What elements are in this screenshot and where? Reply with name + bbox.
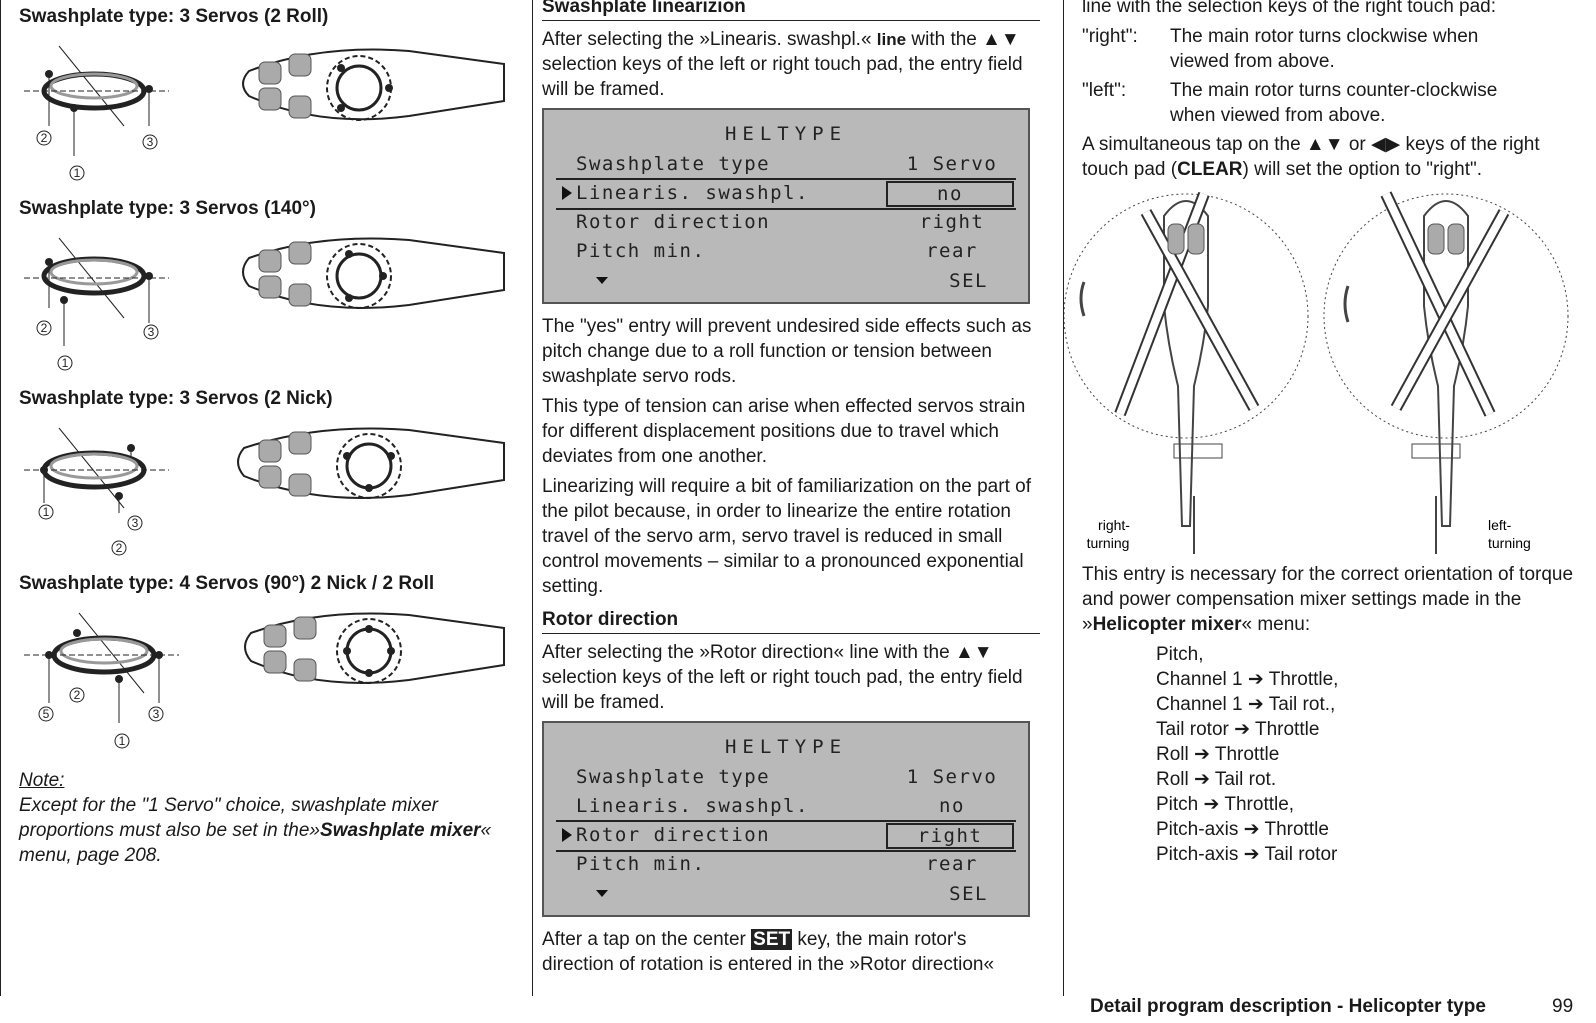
- helicopter-rotation-diagram: [1064, 186, 1584, 566]
- servo-number: 2: [40, 131, 48, 145]
- lcd-row-swashplate-type[interactable]: Swashplate type 1 Servo: [576, 766, 998, 788]
- paragraph: This type of tension can arise when effected servos strain for different displacement positions due to travel which deviates from one another.: [542, 396, 1026, 467]
- lcd-screen-heltype-2: [542, 721, 1030, 917]
- note-label: Note:: [19, 770, 65, 791]
- paragraph: A simultaneous tap on the ▲▼ or ◀▶ keys of the right touch pad (CLEAR) will set the option to "right".: [1082, 134, 1540, 180]
- list-item: Channel 1 ➔ Throttle,: [1156, 669, 1339, 690]
- section-heading-rotor-direction: Rotor direction: [542, 609, 1040, 634]
- right-turning-label: right-turning: [1086, 517, 1130, 551]
- swashplate-4servo-diagram: [19, 603, 519, 753]
- note-text: Except for the "1 Servo" choice, swashplate mixer proportions must also be set in the»: [19, 795, 439, 841]
- servo-number: 2: [73, 688, 81, 702]
- definition-right: "right": The main rotor turns clockwise when viewed from above.: [1082, 26, 1479, 72]
- scroll-down-icon: [596, 277, 608, 284]
- servo-number: 1: [73, 166, 81, 180]
- page-number: 99: [1552, 996, 1574, 1017]
- left-column: [0, 0, 531, 996]
- lcd-title: HELTYPE: [724, 736, 848, 758]
- lcd-row-rotor-direction-selected[interactable]: Rotor direction right: [556, 820, 1016, 852]
- lcd-row-pitch-min[interactable]: Pitch min. rear: [576, 240, 978, 262]
- swashplate-2nick-diagram: [19, 418, 519, 568]
- middle-column: [532, 0, 1056, 996]
- servo-number: 3: [146, 135, 154, 149]
- list-item: Roll ➔ Tail rot.: [1156, 769, 1277, 790]
- diagram-title-140: Swashplate type: 3 Servos (140°): [19, 198, 316, 219]
- list-item: Pitch-axis ➔ Tail rotor: [1156, 844, 1338, 865]
- paragraph: After selecting the »Rotor direction« line with the ▲▼ selection keys of the left or right touch pad, the entry field will be framed.: [542, 642, 1023, 713]
- list-item: Pitch-axis ➔ Throttle: [1156, 819, 1329, 840]
- lcd-sel-label: SEL: [949, 883, 988, 905]
- servo-number: 2: [40, 321, 48, 335]
- list-item: Roll ➔ Throttle: [1156, 744, 1280, 765]
- note-block: [19, 768, 509, 868]
- paragraph: The "yes" entry will prevent undesired side effects such as pitch change due to a roll function or tension between swashplate servo rods.: [542, 316, 1032, 387]
- lcd-sel-label: SEL: [949, 270, 988, 292]
- mixer-list: [1082, 642, 1587, 867]
- lcd-value-field: right: [886, 823, 1014, 849]
- lcd-value-field: no: [886, 181, 1014, 207]
- paragraph: This entry is necessary for the correct orientation of torque and power compensation mixer settings made in the »Helicopter mixer« menu:: [1082, 564, 1574, 635]
- list-item: Tail rotor ➔ Throttle: [1156, 719, 1320, 740]
- paragraph: Linearizing will require a bit of familiarization on the part of the pilot because, in order to linearize the entire rotation travel of the servo arm, servo travel is reduced in small control movements – similar to a pronounced exponential setting.: [542, 476, 1031, 597]
- lcd-row-pitch-min[interactable]: Pitch min. rear: [576, 853, 978, 875]
- section-heading-linearizion: Swashplate linearizion: [542, 0, 1040, 21]
- lcd-row-swashplate-type[interactable]: Swashplate type 1 Servo: [576, 153, 998, 175]
- note-link-swashplate-mixer: Swashplate mixer: [320, 820, 481, 841]
- diagram-title-2nick: Swashplate type: 3 Servos (2 Nick): [19, 388, 333, 409]
- footer-title: Detail program description - Helicopter type: [1090, 996, 1486, 1017]
- note-text-end: « menu, page 208.: [19, 820, 492, 866]
- swashplate-2roll-diagram: [19, 36, 519, 186]
- diagram-title-4servo: Swashplate type: 4 Servos (90°) 2 Nick / 2 Roll: [19, 573, 435, 594]
- servo-number: 1: [118, 734, 126, 748]
- lcd-title: HELTYPE: [724, 123, 848, 145]
- servo-number: 3: [152, 707, 160, 721]
- diagram-title-2roll: Swashplate type: 3 Servos (2 Roll): [19, 6, 329, 27]
- scroll-down-icon: [596, 890, 608, 897]
- servo-number: 1: [42, 505, 50, 519]
- servo-number: 3: [147, 325, 155, 339]
- list-item: Pitch ➔ Throttle,: [1156, 794, 1295, 815]
- lcd-row-rotor-direction[interactable]: Rotor direction right: [576, 211, 985, 233]
- swashplate-140-diagram: [19, 228, 519, 378]
- servo-number: 1: [61, 356, 69, 370]
- left-turning-label: left-turning: [1488, 517, 1531, 551]
- paragraph: After selecting the »Linearis. swashpl.« line with the ▲▼ selection keys of the left or right touch pad, the entry field will be framed.: [542, 29, 1023, 100]
- right-column: [1063, 0, 1596, 996]
- lcd-row-linearis[interactable]: Linearis. swashpl. no: [576, 795, 965, 817]
- lcd-screen-heltype-1: [542, 108, 1030, 304]
- servo-number: 2: [115, 541, 123, 555]
- list-item: Pitch,: [1156, 644, 1204, 665]
- set-key-icon: SET: [753, 929, 791, 950]
- servo-number: 3: [131, 516, 139, 530]
- cursor-arrow-icon: [562, 186, 572, 200]
- cursor-arrow-icon: [562, 828, 572, 842]
- paragraph: line with the selection keys of the right touch pad:: [1082, 0, 1497, 17]
- paragraph: After a tap on the center SET key, the main rotor's direction of rotation is entered in the »Rotor direction«: [542, 929, 995, 975]
- servo-number: 5: [42, 707, 50, 721]
- list-item: Channel 1 ➔ Tail rot.,: [1156, 694, 1336, 715]
- lcd-row-linearis-selected[interactable]: Linearis. swashpl. no: [556, 178, 1016, 210]
- definition-left: "left": The main rotor turns counter-clockwise when viewed from above.: [1082, 80, 1498, 126]
